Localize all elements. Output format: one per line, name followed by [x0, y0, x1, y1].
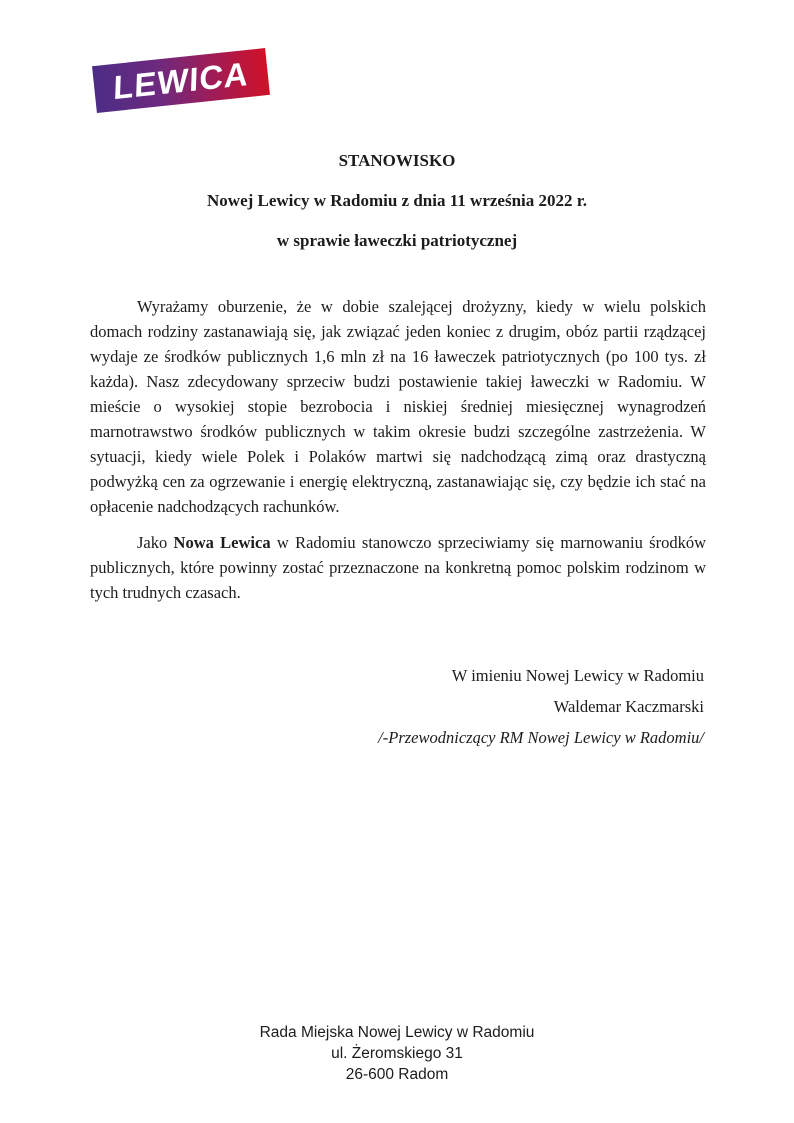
signature-block	[378, 660, 704, 753]
signature-role: /-Przewodniczący RM Nowej Lewicy w Radomiu/	[378, 728, 704, 747]
lewica-logo-text: LEWICA	[112, 54, 250, 107]
document-title: STANOWISKO	[338, 151, 456, 170]
paragraph-2-bold-party-name: Nowa Lewica	[173, 533, 271, 552]
lewica-logo	[92, 48, 270, 113]
signature-name: Waldemar Kaczmarski	[553, 697, 704, 716]
footer-street-address: ul. Żeromskiego 31	[331, 1045, 463, 1062]
document-subject: w sprawie ławeczki patriotycznej	[276, 231, 518, 250]
document-headings	[0, 150, 794, 270]
signature-on-behalf: W imieniu Nowej Lewicy w Radomiu	[451, 666, 704, 685]
document-body	[90, 294, 706, 605]
footer-postal-city: 26-600 Radom	[345, 1066, 449, 1083]
document-footer	[0, 1022, 794, 1085]
paragraph-2-prefix: Jako	[137, 533, 174, 552]
body-paragraph-2	[90, 530, 706, 605]
paragraph-1-text: Wyrażamy oburzenie, że w dobie szalejącej drożyzny, kiedy w wielu polskich domach rodziny zastanawiają się, jak związać jeden koniec z drugim, obóz partii rządzącej wydaje ze środków publicznych 1,6 mln zł na 16 ławeczek patriotycznych (po 100 tys. zł każda). Nasz zdecydowany sprzeciw budzi postawienie takiej ławeczki w Radomiu. W mieście o wysokiej stopie bezrobocia i niskiej średniej miesięcznej wynagrodzeń marnotrawstwo środków publicznych w takim okresie budzi szczególne zastrzeżenia. W sytuacji, kiedy wiele Polek i Polaków martwi się nadchodzącą zimą oraz drastyczną podwyżką cen za ogrzewanie i energię elektryczną, zastanawiając się, czy będzie ich stać na opłacenie nadchodzących rachunków.	[90, 297, 706, 516]
footer-organization: Rada Miejska Nowej Lewicy w Radomiu	[259, 1024, 535, 1041]
document-subtitle: Nowej Lewicy w Radomiu z dnia 11 września 2022 r.	[207, 191, 587, 210]
body-paragraph-1	[90, 294, 706, 519]
paragraph-2-rest: w Radomiu stanowczo sprzeciwiamy się marnowaniu środków publicznych, które powinny zostać przeznaczone na konkretną pomoc polskim rodzinom w tych trudnych czasach.	[90, 533, 707, 602]
